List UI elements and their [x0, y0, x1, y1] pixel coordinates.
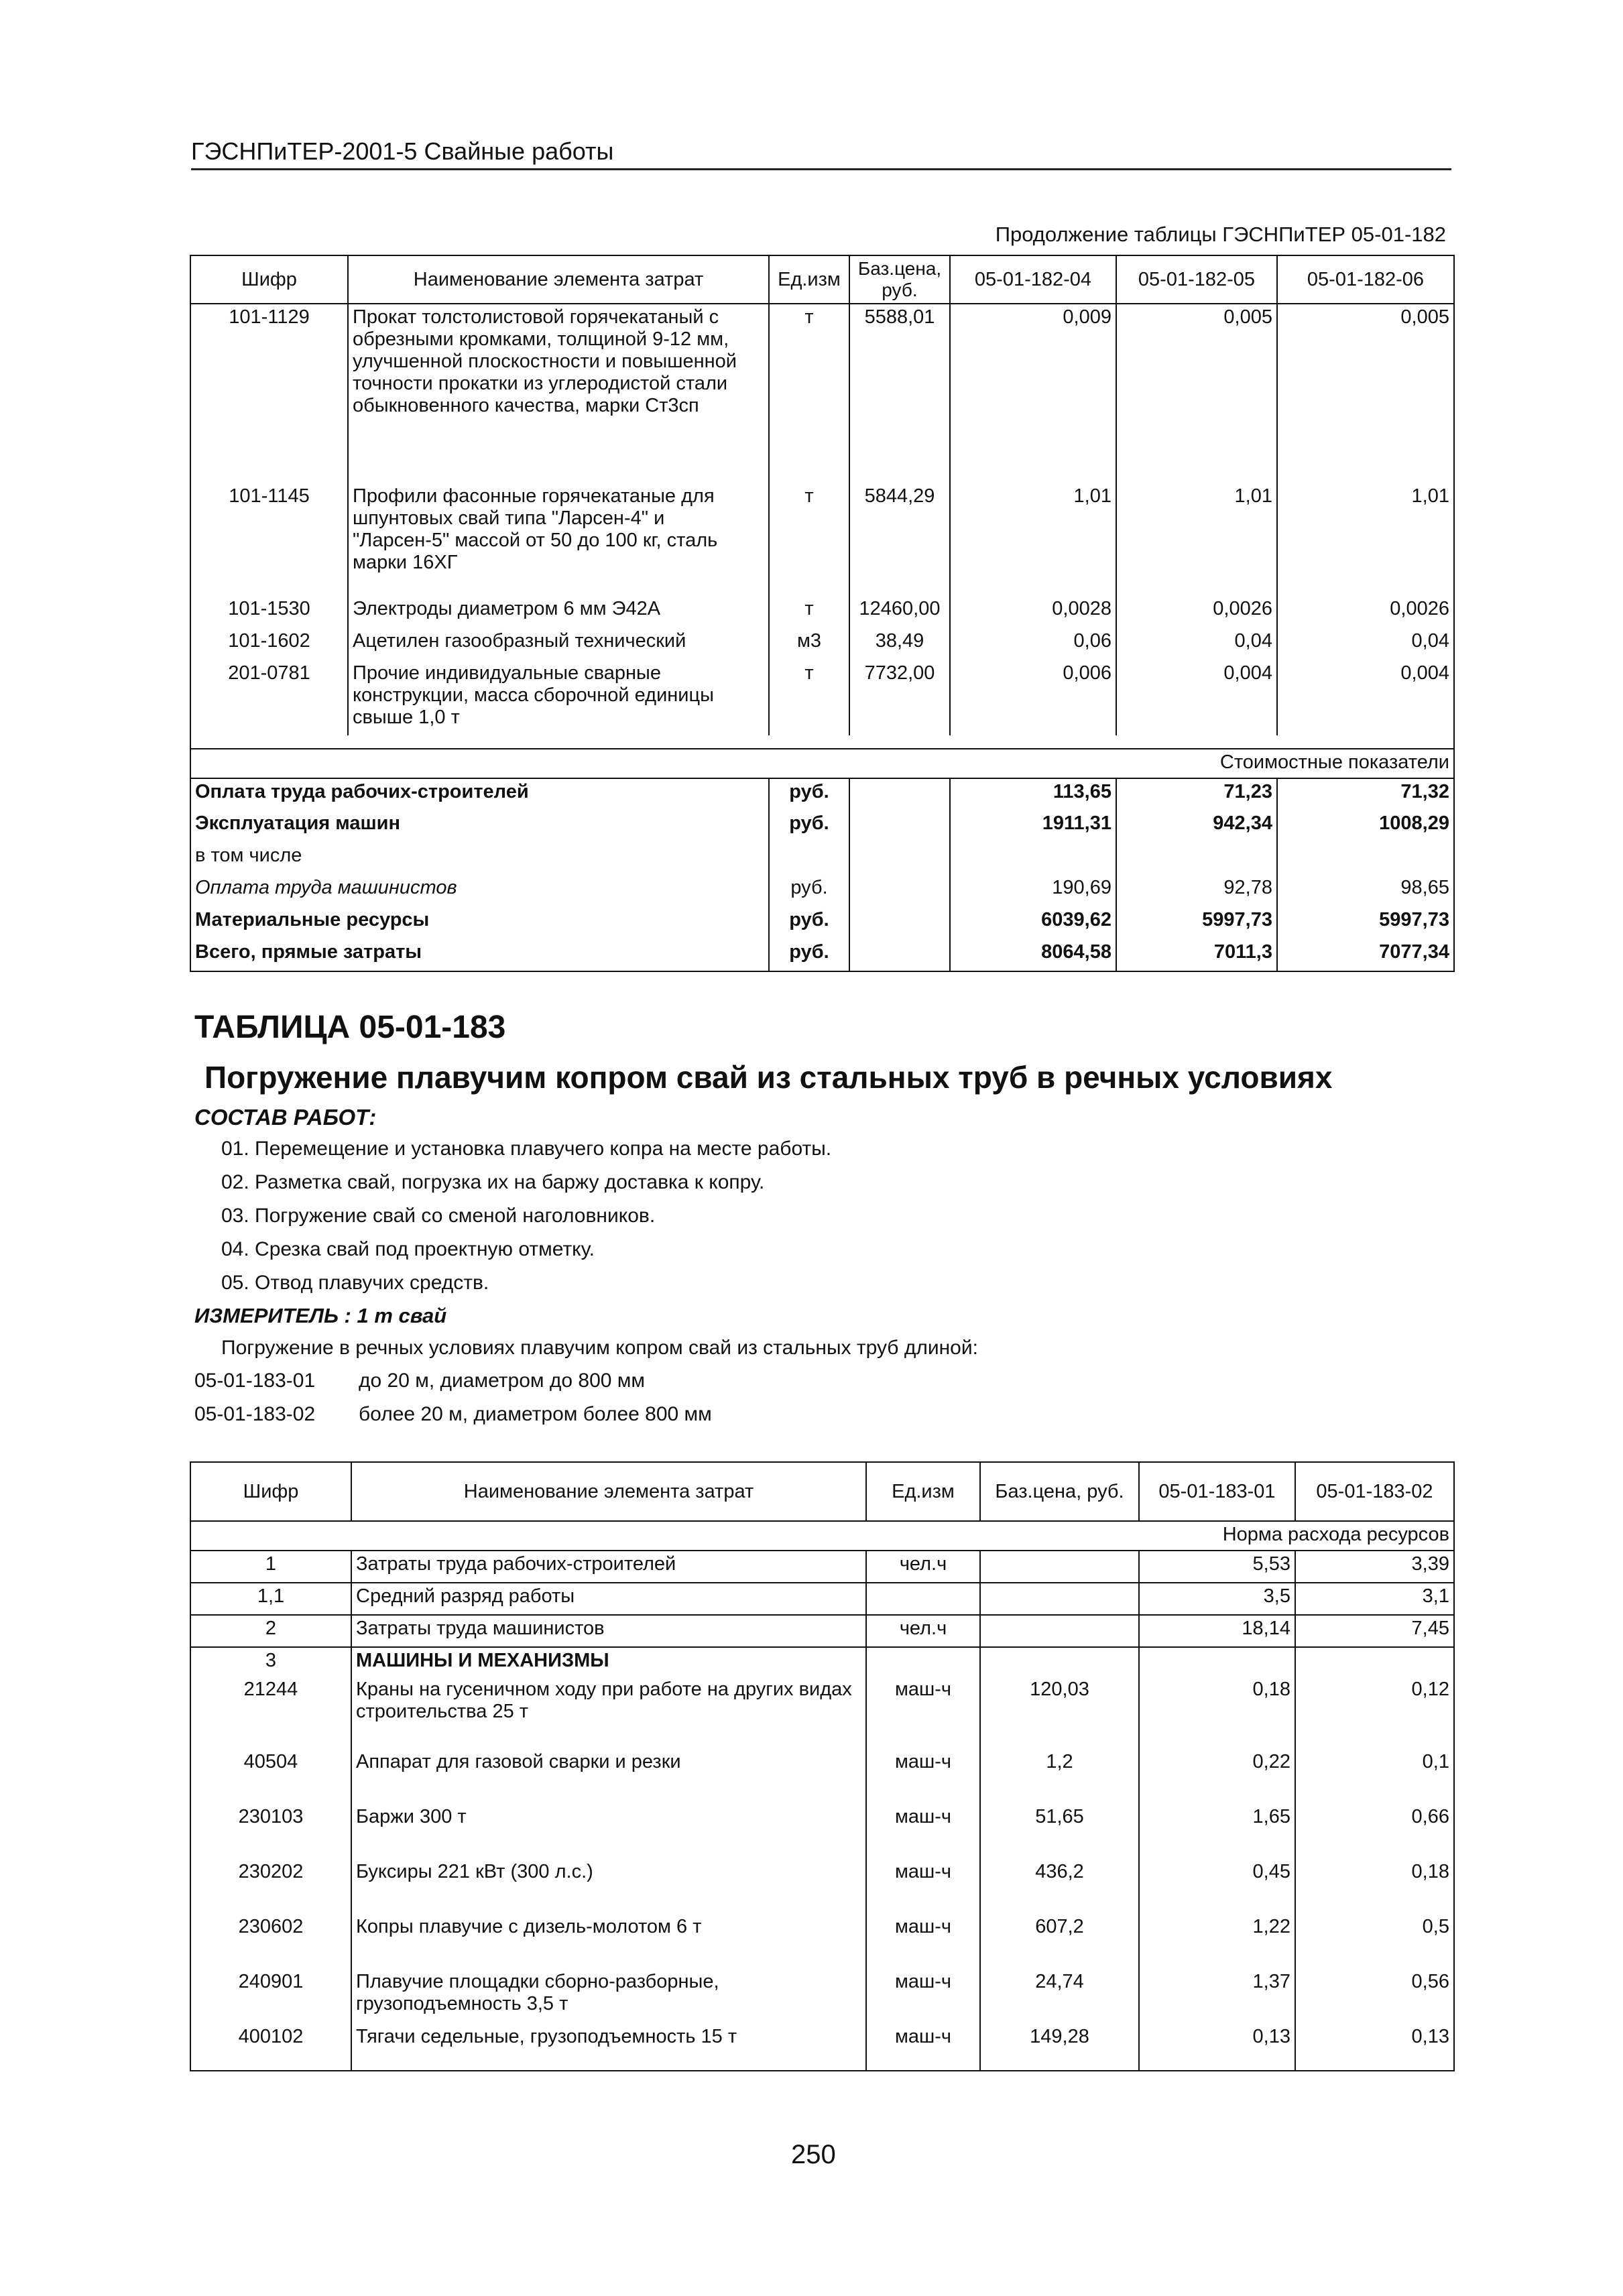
cell-unit: руб.: [769, 875, 849, 907]
cell-value: 1,37: [1139, 1969, 1295, 2024]
table-row: [190, 596, 1454, 628]
cell-value: 6039,62: [950, 907, 1116, 939]
cell-name: Ацетилен газообразный технический: [348, 628, 769, 660]
cell-name: Электроды диаметром 6 мм Э42А: [348, 596, 769, 628]
table-title: ТАБЛИЦА 05-01-183: [194, 1010, 506, 1045]
cell-unit: маш-ч: [866, 1804, 980, 1859]
col-header-code: Шифр: [190, 255, 348, 304]
cell-name: в том числе: [190, 843, 769, 875]
work-item: 01. Перемещение и установка плавучего копра на месте работы.: [221, 1138, 832, 1160]
cell-unit: т: [769, 304, 849, 483]
cell-price: 120,03: [980, 1677, 1139, 1749]
running-header: ГЭСНПиТЕР-2001-5 Свайные работы: [191, 137, 1451, 170]
table-row: [190, 1914, 1454, 1969]
table-row: [190, 1551, 1454, 1583]
cell-name: МАШИНЫ И МЕХАНИЗМЫ: [351, 1647, 866, 1677]
cell-value: [1139, 1647, 1295, 1677]
cell-value: [1116, 843, 1277, 875]
table-row: [190, 1969, 1454, 2024]
cell-value: 1,22: [1139, 1914, 1295, 1969]
work-item: 05. Отвод плавучих средств.: [221, 1272, 489, 1294]
cell-value: 0,005: [1277, 304, 1454, 483]
cell-value: 0,004: [1116, 660, 1277, 735]
cell-value: 0,18: [1139, 1677, 1295, 1749]
cell-value: [950, 843, 1116, 875]
col-header-v1: 05-01-182-04: [950, 255, 1116, 304]
cell-price: [980, 1647, 1139, 1677]
table-row: [190, 1647, 1454, 1677]
table-row: [190, 660, 1454, 735]
cell-price: 5844,29: [849, 483, 950, 596]
cell-value: 190,69: [950, 875, 1116, 907]
cell-value: 7011,3: [1116, 939, 1277, 971]
cell-price: 12460,00: [849, 596, 950, 628]
cell-code: 101-1530: [190, 596, 348, 628]
cell-value: 0,06: [950, 628, 1116, 660]
cell-price: [849, 875, 950, 907]
cell-code: 201-0781: [190, 660, 348, 735]
work-item: 02. Разметка свай, погрузка их на баржу доставка к копру.: [221, 1171, 765, 1193]
cell-unit: руб.: [769, 907, 849, 939]
cell-name: Эксплуатация машин: [190, 810, 769, 843]
resource-table-05-01-183: [190, 1461, 1455, 2071]
cell-value: 0,56: [1295, 1969, 1454, 2024]
cell-value: 5,53: [1139, 1551, 1295, 1583]
cell-value: 7,45: [1295, 1615, 1454, 1647]
cell-value: 1008,29: [1277, 810, 1454, 843]
cell-unit: маш-ч: [866, 1859, 980, 1914]
cell-name: Всего, прямые затраты: [190, 939, 769, 971]
cell-value: 0,04: [1277, 628, 1454, 660]
work-item: 03. Погружение свай со сменой наголовников.: [221, 1205, 656, 1227]
cell-code: 240901: [190, 1969, 351, 2024]
cell-value: [1277, 843, 1454, 875]
cell-value: 0,18: [1295, 1859, 1454, 1914]
cell-code: 1: [190, 1551, 351, 1583]
cell-unit: т: [769, 483, 849, 596]
cell-code: 101-1602: [190, 628, 348, 660]
cell-name: Краны на гусеничном ходу при работе на других видах строительства 25 т: [351, 1677, 866, 1749]
intro-text: Погружение в речных условиях плавучим копром свай из стальных труб длиной:: [221, 1337, 978, 1359]
cell-unit: маш-ч: [866, 1677, 980, 1749]
col-header-name: Наименование элемента затрат: [348, 255, 769, 304]
page-number: 250: [791, 2140, 836, 2169]
cell-value: 8064,58: [950, 939, 1116, 971]
section-row: [190, 749, 1454, 778]
cell-price: [980, 1551, 1139, 1583]
cell-value: 942,34: [1116, 810, 1277, 843]
work-item: 04. Срезка свай под проектную отметку.: [221, 1238, 595, 1260]
col-header-price: Баз.цена, руб.: [849, 255, 950, 304]
cell-name: Прочие индивидуальные сварные конструкции, масса сборочной единицы свыше 1,0 т: [348, 660, 769, 735]
cell-code: 400102: [190, 2024, 351, 2071]
cell-value: 0,1: [1295, 1749, 1454, 1804]
cell-name: Оплата труда рабочих-строителей: [190, 778, 769, 810]
cell-value: 0,0028: [950, 596, 1116, 628]
cell-code: 230103: [190, 1804, 351, 1859]
cell-price: 24,74: [980, 1969, 1139, 2024]
cell-price: [980, 1583, 1139, 1615]
col-header-unit: Ед.изм: [769, 255, 849, 304]
cell-name: Копры плавучие с дизель-молотом 6 т: [351, 1914, 866, 1969]
cell-value: 5997,73: [1277, 907, 1454, 939]
table-row: [190, 1615, 1454, 1647]
cell-value: 92,78: [1116, 875, 1277, 907]
cell-price: 436,2: [980, 1859, 1139, 1914]
table-row: [190, 483, 1454, 596]
cell-value: 0,0026: [1116, 596, 1277, 628]
cell-unit: чел.ч: [866, 1551, 980, 1583]
cell-name: Материальные ресурсы: [190, 907, 769, 939]
table-row: [190, 628, 1454, 660]
cell-value: 7077,34: [1277, 939, 1454, 971]
cell-price: 51,65: [980, 1804, 1139, 1859]
cell-name: Профили фасонные горячекатаные для шпунтовых свай типа "Ларсен-4" и "Ларсен-5" массой от 50 до 100 кг, сталь марки 16ХГ: [348, 483, 769, 596]
cell-value: 3,5: [1139, 1583, 1295, 1615]
cell-value: 0,45: [1139, 1859, 1295, 1914]
cell-name: Плавучие площадки сборно-разборные, грузоподъемность 3,5 т: [351, 1969, 866, 2024]
table-row: [190, 1677, 1454, 1749]
cell-value: 1,65: [1139, 1804, 1295, 1859]
rate-description: до 20 м, диаметром до 800 мм: [359, 1370, 646, 1392]
section-row: [190, 1521, 1454, 1551]
cell-unit: маш-ч: [866, 1969, 980, 2024]
cell-value: 1,01: [1277, 483, 1454, 596]
col-header-code: Шифр: [190, 1462, 351, 1521]
cell-value: 0,0026: [1277, 596, 1454, 628]
cell-unit: маш-ч: [866, 2024, 980, 2071]
cell-name: Аппарат для газовой сварки и резки: [351, 1749, 866, 1804]
cell-value: 0,66: [1295, 1804, 1454, 1859]
spacer-cell: [190, 735, 1454, 749]
cell-value: 0,009: [950, 304, 1116, 483]
cell-unit: чел.ч: [866, 1615, 980, 1647]
cell-code: 101-1145: [190, 483, 348, 596]
cell-value: 71,23: [1116, 778, 1277, 810]
cost-row: [190, 810, 1454, 843]
cell-name: Прокат толстолистовой горячекатаный с обрезными кромками, толщиной 9-12 мм, улучшенной плоскостности и повышенной точности прокатки из углеродистой стали обыкновенного качества, марки Ст3сп: [348, 304, 769, 483]
cell-name: Затраты труда машинистов: [351, 1615, 866, 1647]
continuation-caption: Продолжение таблицы ГЭСНПиТЕР 05-01-182: [995, 223, 1446, 246]
table-row: [190, 1583, 1454, 1615]
cell-name: Средний разряд работы: [351, 1583, 866, 1615]
cell-unit: [769, 843, 849, 875]
cell-value: [1295, 1647, 1454, 1677]
cell-unit: т: [769, 596, 849, 628]
table-row: [190, 304, 1454, 483]
cell-value: 0,13: [1139, 2024, 1295, 2071]
section-label: Норма расхода ресурсов: [190, 1521, 1454, 1551]
cell-price: [849, 939, 950, 971]
cell-code: 101-1129: [190, 304, 348, 483]
section-label: Стоимостные показатели: [190, 749, 1454, 778]
cell-name: Оплата труда машинистов: [190, 875, 769, 907]
cell-price: [980, 1615, 1139, 1647]
col-header-v3: 05-01-182-06: [1277, 255, 1454, 304]
cost-row: [190, 778, 1454, 810]
table-row: [190, 1749, 1454, 1804]
cell-unit: маш-ч: [866, 1749, 980, 1804]
cell-unit: руб.: [769, 810, 849, 843]
cell-value: 0,5: [1295, 1914, 1454, 1969]
cell-price: 607,2: [980, 1914, 1139, 1969]
cost-row: [190, 875, 1454, 907]
cost-row: [190, 939, 1454, 971]
cell-unit: руб.: [769, 778, 849, 810]
col-header-unit: Ед.изм: [866, 1462, 980, 1521]
cell-code: 3: [190, 1647, 351, 1677]
rate-description: более 20 м, диаметром более 800 мм: [359, 1403, 712, 1425]
col-header-v2: 05-01-182-05: [1116, 255, 1277, 304]
cell-unit: м3: [769, 628, 849, 660]
cell-value: 0,006: [950, 660, 1116, 735]
cell-price: [849, 843, 950, 875]
table-row: [190, 1804, 1454, 1859]
cell-unit: [866, 1583, 980, 1615]
cell-value: 1,01: [1116, 483, 1277, 596]
cell-value: 1911,31: [950, 810, 1116, 843]
cell-value: 3,39: [1295, 1551, 1454, 1583]
table-name: Погружение плавучим копром свай из стальных труб в речных условиях: [204, 1060, 1333, 1095]
col-header-v1: 05-01-183-01: [1139, 1462, 1295, 1521]
cell-unit: т: [769, 660, 849, 735]
cell-code: 40504: [190, 1749, 351, 1804]
cell-value: 98,65: [1277, 875, 1454, 907]
cell-unit: [866, 1647, 980, 1677]
cell-name: Затраты труда рабочих-строителей: [351, 1551, 866, 1583]
cell-price: 5588,01: [849, 304, 950, 483]
cell-value: 3,1: [1295, 1583, 1454, 1615]
cell-code: 2: [190, 1615, 351, 1647]
cell-value: 71,32: [1277, 778, 1454, 810]
cell-code: 21244: [190, 1677, 351, 1749]
cell-value: 18,14: [1139, 1615, 1295, 1647]
cell-value: 0,12: [1295, 1677, 1454, 1749]
cell-value: 0,04: [1116, 628, 1277, 660]
cell-code: 1,1: [190, 1583, 351, 1615]
cell-price: 7732,00: [849, 660, 950, 735]
rate-code: 05-01-183-01: [194, 1370, 316, 1392]
cell-value: 0,004: [1277, 660, 1454, 735]
table-row: [190, 1859, 1454, 1914]
cell-name: Буксиры 221 кВт (300 л.с.): [351, 1859, 866, 1914]
cell-unit: руб.: [769, 939, 849, 971]
measure-unit: ИЗМЕРИТЕЛЬ : 1 т свай: [194, 1304, 447, 1327]
cell-code: 230202: [190, 1859, 351, 1914]
cell-unit: маш-ч: [866, 1914, 980, 1969]
cell-price: 149,28: [980, 2024, 1139, 2071]
works-heading: СОСТАВ РАБОТ:: [194, 1105, 377, 1130]
cell-value: 113,65: [950, 778, 1116, 810]
table-row: [190, 2024, 1454, 2071]
cost-row: [190, 843, 1454, 875]
cell-value: 0,005: [1116, 304, 1277, 483]
rate-code: 05-01-183-02: [194, 1403, 316, 1425]
col-header-name: Наименование элемента затрат: [351, 1462, 866, 1521]
cell-value: 1,01: [950, 483, 1116, 596]
cell-price: [849, 810, 950, 843]
resource-table-05-01-182: [190, 255, 1455, 972]
col-header-v2: 05-01-183-02: [1295, 1462, 1454, 1521]
cell-value: 5997,73: [1116, 907, 1277, 939]
cell-name: Баржи 300 т: [351, 1804, 866, 1859]
cost-row: [190, 907, 1454, 939]
cell-code: 230602: [190, 1914, 351, 1969]
cell-price: [849, 907, 950, 939]
cell-price: 38,49: [849, 628, 950, 660]
cell-price: 1,2: [980, 1749, 1139, 1804]
table-spacer: [190, 735, 1454, 749]
cell-price: [849, 778, 950, 810]
cell-value: 0,22: [1139, 1749, 1295, 1804]
cell-value: 0,13: [1295, 2024, 1454, 2071]
col-header-price: Баз.цена, руб.: [980, 1462, 1139, 1521]
cell-name: Тягачи седельные, грузоподъемность 15 т: [351, 2024, 866, 2071]
